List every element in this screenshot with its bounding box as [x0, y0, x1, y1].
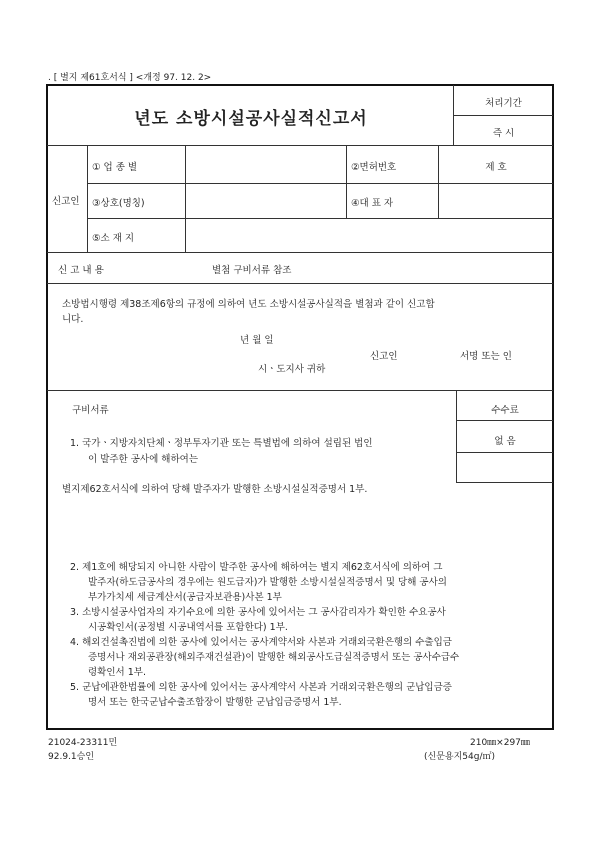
- processing-period-value: 즉 시: [492, 128, 515, 139]
- business-type-field[interactable]: [188, 150, 344, 180]
- divider: [47, 390, 553, 391]
- document-item-2-cont2: 부가가치세 세금계산서(공급자보관용)사본 1부: [88, 592, 282, 603]
- license-number-label: ②면허번호: [351, 162, 397, 173]
- fee-label: 수수료: [491, 405, 519, 416]
- document-item-2-cont: 발주자(하도급공사의 경우에는 원도급자)가 발행한 소방시설실적증명서 및 당해 공사의: [88, 577, 447, 588]
- company-name-label: ③상호(명칭): [92, 198, 145, 209]
- divider: [185, 145, 186, 252]
- divider: [87, 218, 553, 219]
- document-item-4-cont2: 령확인서 1부.: [88, 667, 146, 678]
- divider: [456, 482, 553, 483]
- approval-date: 92.9.1승인: [48, 752, 95, 762]
- address-label: ⑤소 재 지: [92, 233, 135, 244]
- signature-label: 서명 또는 인: [460, 351, 512, 362]
- document-item-1-detail: 별지제62호서식에 의하여 당해 발주자가 발행한 소방시설실적증명서 1부.: [62, 484, 368, 495]
- form-code: 21024-23311민: [48, 738, 118, 748]
- paper-type: (신문용지54g/㎡): [424, 752, 495, 762]
- divider: [346, 145, 347, 218]
- representative-field[interactable]: [440, 186, 552, 216]
- company-name-field[interactable]: [188, 186, 344, 216]
- divider: [87, 145, 88, 252]
- documents-label: 구비서류: [72, 405, 109, 416]
- divider: [47, 145, 553, 146]
- document-item-2: 2. 제1호에 해당되지 아니한 사람이 발주한 공사에 해하여는 별지 제62호서식에 의하여 그: [70, 562, 443, 573]
- declaration-text: 소방법시행령 제38조제6항의 규정에 의하여 년도 소방시설공사실적을 별첨과 같이 신고합: [62, 299, 435, 310]
- representative-label: ④대 표 자: [351, 198, 394, 209]
- report-content-label: 신 고 내 용: [58, 265, 104, 276]
- divider: [456, 420, 553, 421]
- document-item-5: 5. 군납에관한법률에 의한 공사에 있어서는 공사계약서 사본과 거래외국환은행의 군납입금증: [70, 682, 452, 693]
- declaration-text-cont: 니다.: [62, 314, 84, 325]
- divider: [438, 145, 439, 218]
- processing-period-label: 처리기간: [485, 98, 522, 109]
- divider: [47, 283, 553, 284]
- applicant-group-label: 신고인: [52, 196, 80, 207]
- reporter-label: 신고인: [370, 351, 398, 362]
- document-item-3: 3. 소방시설공사업자의 자기수요에 의한 공사에 있어서는 그 공사감리자가 확인한 수요공사: [70, 607, 446, 618]
- divider: [456, 452, 553, 453]
- divider: [47, 252, 553, 253]
- fee-value: 없 음: [494, 436, 516, 447]
- license-number-value[interactable]: 제 호: [485, 162, 507, 173]
- declaration-date[interactable]: 년 월 일: [240, 335, 274, 346]
- form-title: 년도 소방시설공사실적신고서: [134, 109, 368, 129]
- business-type-label: ① 업 종 별: [92, 162, 138, 173]
- form-reference: . [ 별지 제61호서식 ] <개정 97. 12. 2>: [48, 73, 212, 83]
- document-item-1: 1. 국가ㆍ지방자치단체ㆍ정부투자기관 또는 특별법에 의하여 설립된 법인: [70, 438, 373, 449]
- addressee: 시ㆍ도지사 귀하: [258, 364, 326, 375]
- document-item-4-cont: 증명서나 재외공관장(해외주재건설관)이 발행한 해외공사도급실적증명서 또는 공사수급수: [88, 652, 460, 663]
- document-item-3-cont: 시공확인서(공정별 시공내역서를 포함한다) 1부.: [88, 622, 288, 633]
- divider: [453, 115, 553, 116]
- document-item-5-cont: 명서 또는 한국군납수출조합장이 발행한 군납입금증명서 1부.: [88, 697, 342, 708]
- address-field[interactable]: [188, 221, 550, 250]
- document-item-4: 4. 해외건설촉진법에 의한 공사에 있어서는 공사계약서와 사본과 거래외국환은행의 수출입금: [70, 637, 452, 648]
- report-content-value: 별첨 구비서류 참조: [212, 265, 292, 276]
- document-item-1-cont: 이 발주한 공사에 해하여는: [88, 454, 199, 465]
- divider: [87, 183, 553, 184]
- paper-size: 210㎜×297㎜: [470, 738, 530, 748]
